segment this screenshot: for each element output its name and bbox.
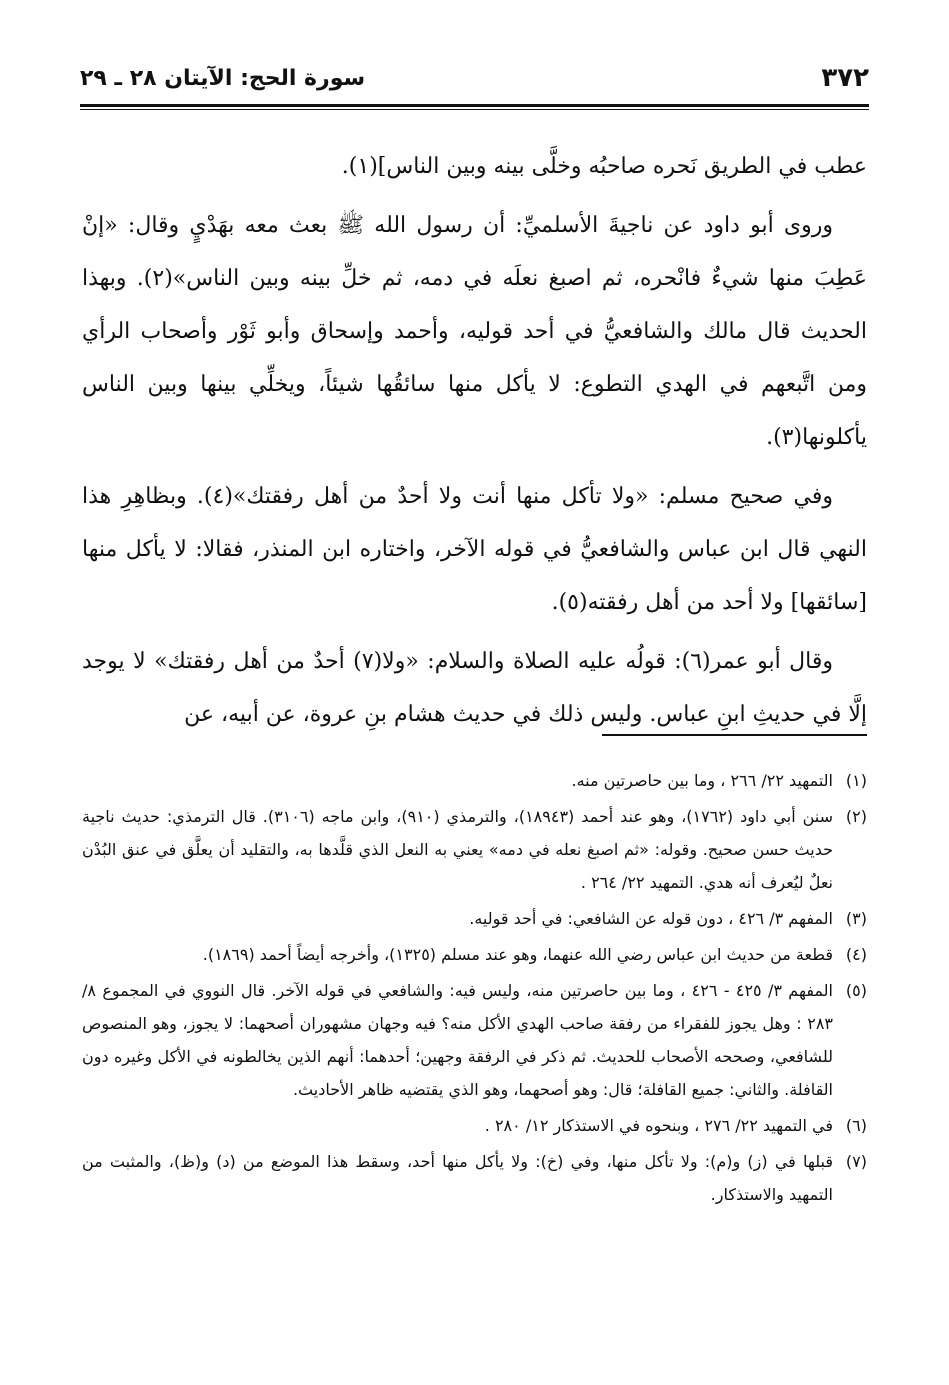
running-title: سورة الحج: الآيتان ٢٨ ـ ٢٩ xyxy=(80,65,366,91)
page-number: ٣٧٢ xyxy=(821,63,869,93)
footnote-text: المفهم ٣/ ٤٢٦ ، دون قوله عن الشافعي: في أحد قوليه. xyxy=(469,909,833,928)
footnote-text: في التمهيد ٢٢/ ٢٧٦ ، وبنحوه في الاستذكار ١٢/ ٢٨٠ . xyxy=(484,1116,833,1135)
page-header xyxy=(80,58,869,98)
footnote-text: المفهم ٣/ ٤٢٥ - ٤٢٦ ، وما بين حاصرتين منه، وليس فيه: والشافعي في قوله الآخر. قال النووي في المجموع ٨/ ٢٨٣ : وهل يجوز للفقراء من رفقة صاحب الهدي الأكل منه؟ فيه وجهان مشهوران أصحهما: لا يجوز، وهو المنصوص للشافعي، وصححه الأصحاب للحديث. ثم ذكر في الرفقة وجهين؛ أحدهما: أنهم الذين يخالطونه في الأكل وغيره دون القافلة. والثاني: جميع القافلة؛ قال: وهو أصحهما، وهو الذي يقتضيه ظاهر الأحاديث. xyxy=(82,981,833,1099)
footnote-number: (١) xyxy=(845,771,867,790)
footnote-4 xyxy=(82,938,867,971)
footnote-number: (٣) xyxy=(845,909,867,928)
footnote-text: التمهيد ٢٢/ ٢٦٦ ، وما بين حاصرتين منه. xyxy=(571,771,833,790)
footnote-text: قطعة من حديث ابن عباس رضي الله عنهما، وهو عند مسلم (١٣٢٥)، وأخرجه أيضاً أحمد (١٨٦٩). xyxy=(202,945,833,964)
footnote-number: (٢) xyxy=(845,807,867,826)
paragraph-3: وفي صحيح مسلم: «ولا تأكل منها أنت ولا أحدٌ من أهل رفقتك»(٤). وبظاهِرِ هذا النهي قال ابن عباس والشافعيُّ في قوله الآخر، واختاره ابن المنذر، فقالا: لا يأكل منها [سائقها] ولا أحد من أهل رفقته(٥). xyxy=(82,484,867,615)
footnote-7 xyxy=(82,1145,867,1211)
paragraph-4: وقال أبو عمر(٦): قولُه عليه الصلاة والسلام: «ولا(٧) أحدٌ من أهل رفقتك» لا يوجد إلَّا في حديثِ ابنِ عباس. وليس ذلك في حديث هشام بنِ عروة، عن أبيه، عن xyxy=(82,649,867,727)
footnote-5 xyxy=(82,974,867,1106)
footnotes xyxy=(82,764,867,1214)
footnote-2 xyxy=(82,800,867,899)
footnote-1 xyxy=(82,764,867,797)
paragraph-2: وروى أبو داود عن ناجيةَ الأسلميِّ: أن رسول الله ﷺ بعث معه بهَدْيٍ وقال: «إنْ عَطِبَ منها شيءٌ فانْحره، ثم اصبغ نعلَه في دمه، ثم خلِّ بينه وبين الناس»(٢). وبهذا الحديث قال مالك والشافعيُّ في أحد قوليه، وأحمد وإسحاق وأبو ثَوْر وأصحاب الرأي ومن اتَّبعهم في الهدي التطوع: لا يأكل منها سائقُها شيئاً، ويخلِّي بينها وبين الناس يأكلونها(٣). xyxy=(82,213,867,450)
footnote-divider xyxy=(602,734,867,736)
footnote-3 xyxy=(82,902,867,935)
footnote-text: سنن أبي داود (١٧٦٢)، وهو عند أحمد (١٨٩٤٣)، والترمذي (٩١٠)، وابن ماجه (٣١٠٦). قال الترمذي: حديث ناجية حديث حسن صحيح. وقوله: «ثم اصبغ نعله في دمه» يعني به النعل الذي قلَّدها به، والتقليد أن يعلَّق في عنق البُدْن نعلٌ ليُعرف أنه هدي. التمهيد ٢٢/ ٢٦٤ . xyxy=(82,807,833,892)
footnote-number: (٦) xyxy=(845,1116,867,1135)
footnote-number: (٤) xyxy=(845,945,867,964)
footnote-number: (٧) xyxy=(845,1152,867,1171)
header-rule xyxy=(80,104,869,110)
footnote-6 xyxy=(82,1109,867,1142)
main-text xyxy=(82,140,867,747)
paragraph-1: عطب في الطريق نَحره صاحبُه وخلَّى بينه وبين الناس](١). xyxy=(341,154,867,179)
footnote-text: قبلها في (ز) و(م): ولا تأكل منها، وفي (خ): ولا يأكل منها أحد، وسقط هذا الموضع من (د) و(ظ)، والمثبت من التمهيد والاستذكار. xyxy=(82,1152,833,1204)
footnote-number: (٥) xyxy=(845,981,867,1000)
